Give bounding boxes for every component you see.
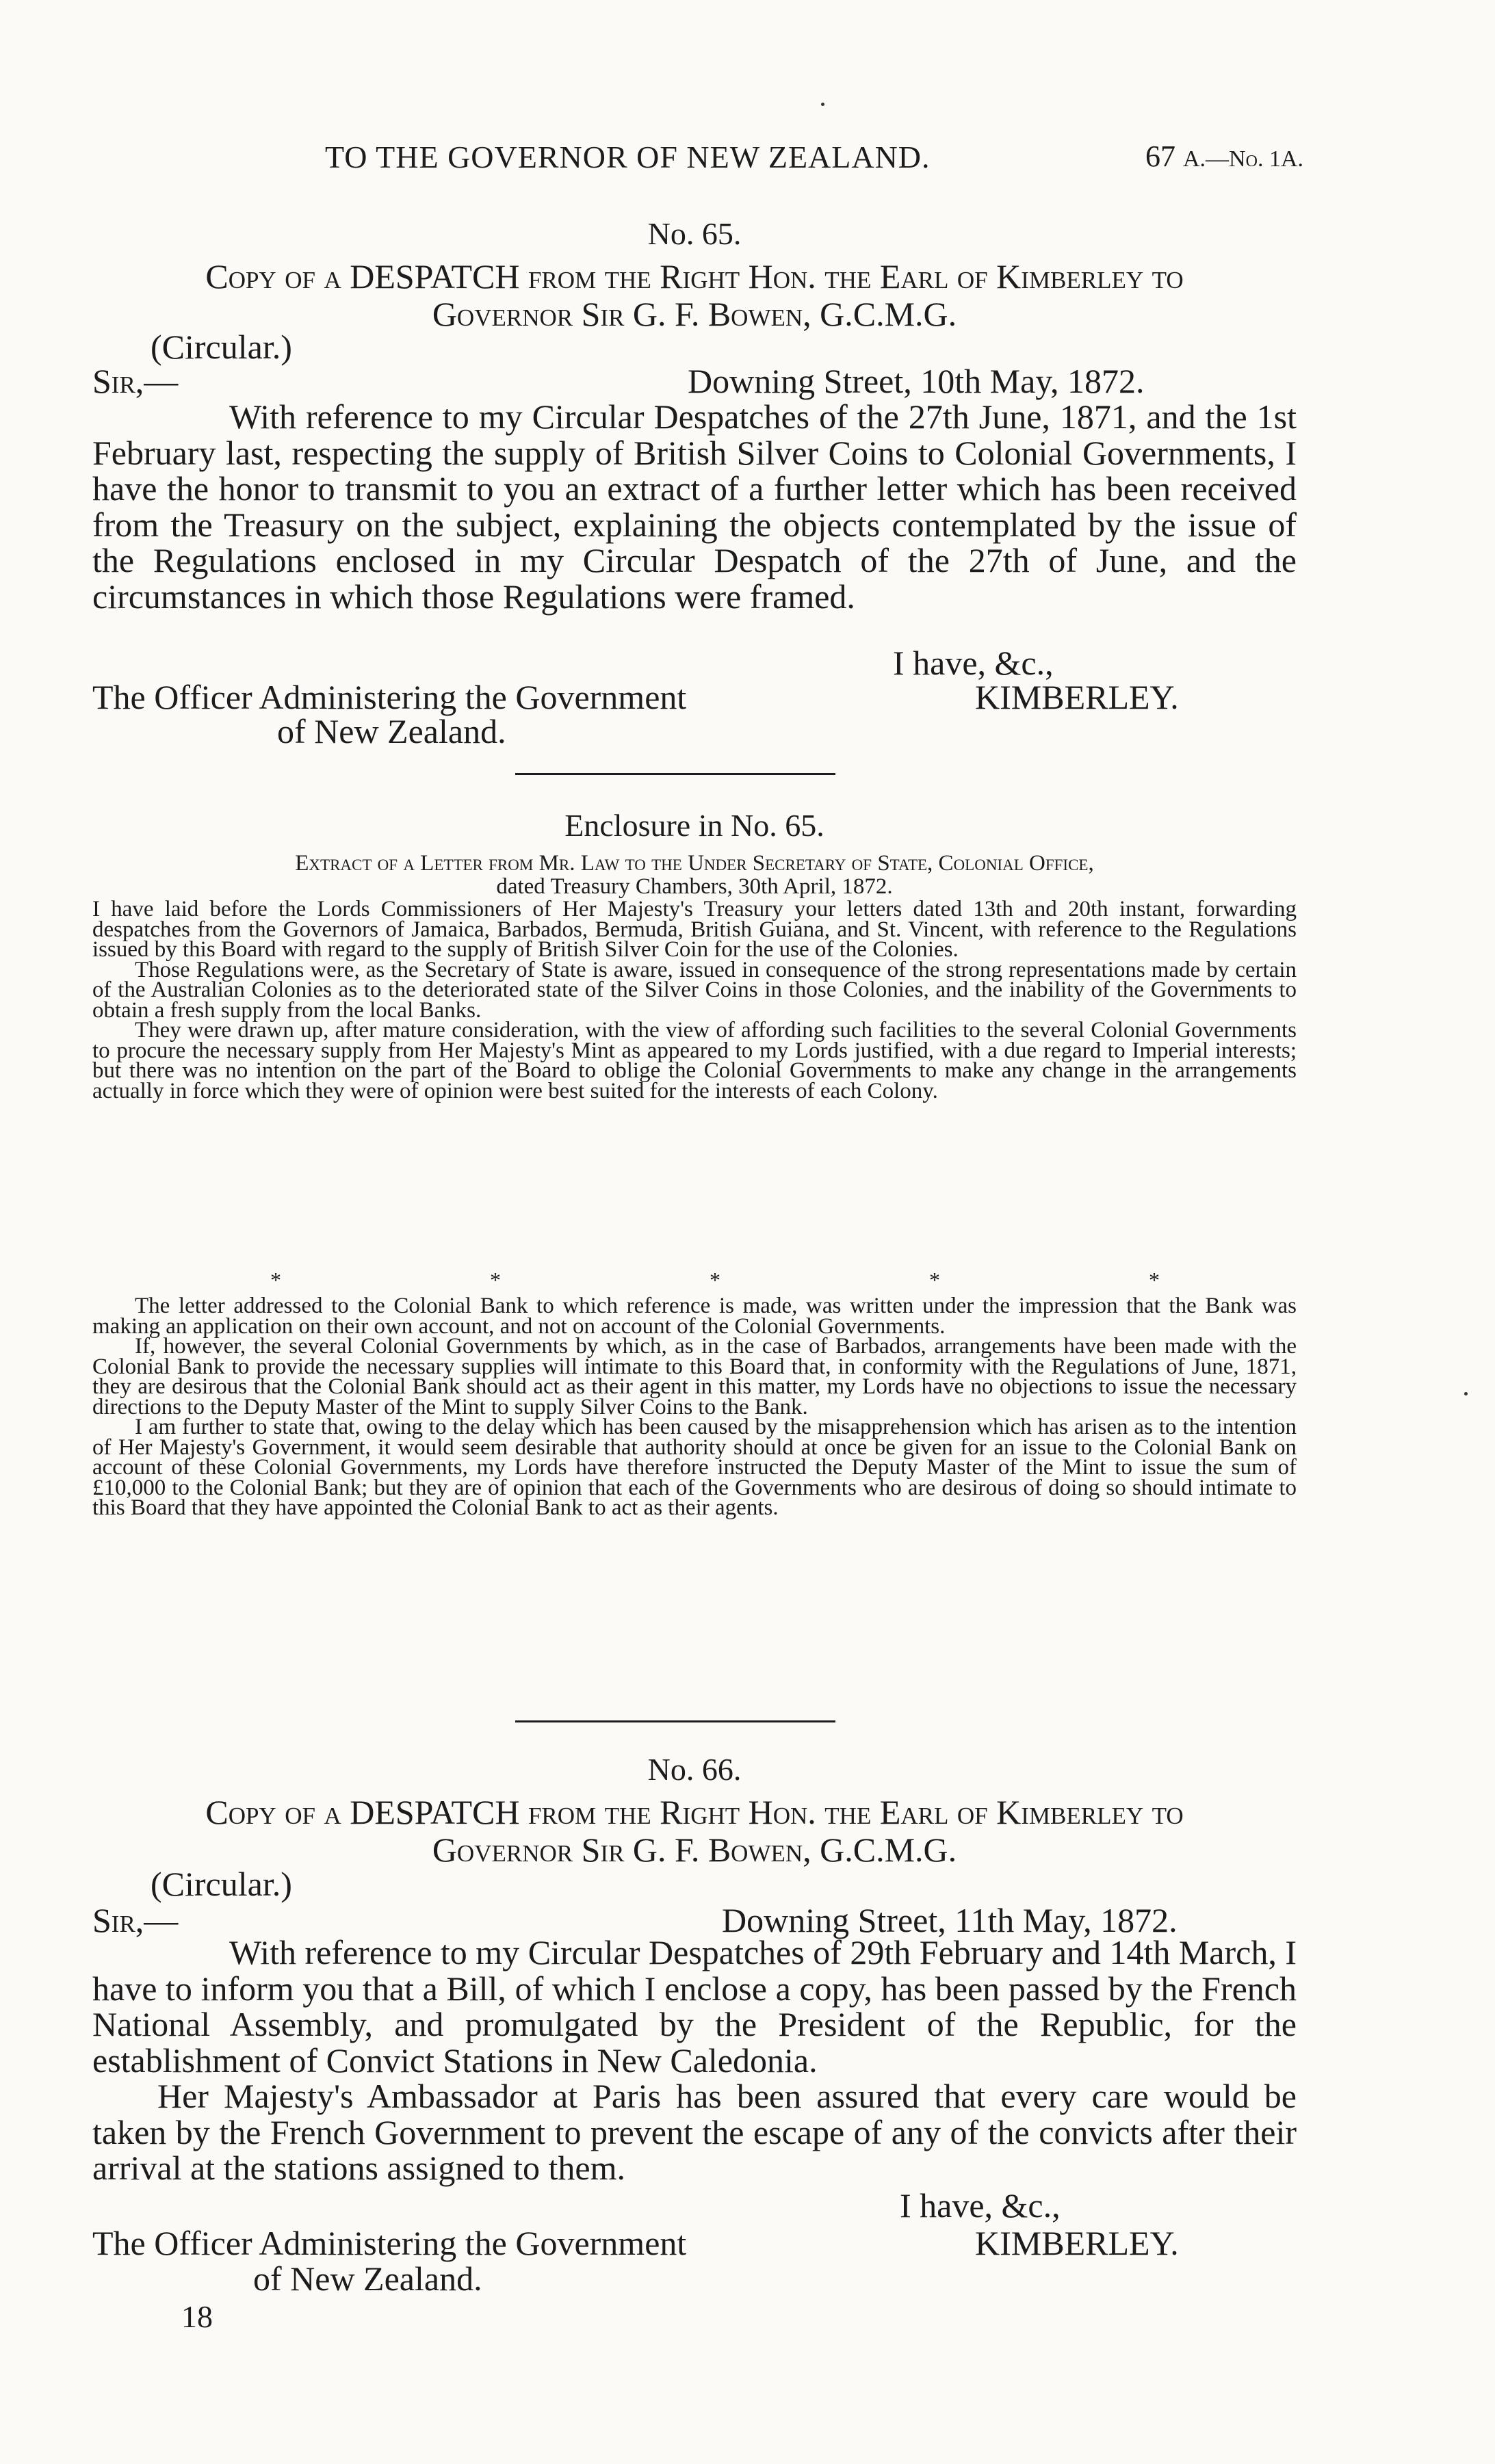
despatch-66-place-date: Downing Street, 11th May, 1872. — [722, 1901, 1178, 1939]
despatch-65-number: No. 65. — [647, 216, 742, 251]
despatch-66-heading-governor: Governor Sir G. F. Bowen, G.C.M.G. — [432, 1831, 957, 1869]
enclosure-paragraph-6: I am further to state that, owing to the delay which has been caused by the misapprehension which has arisen as to the intention of Her Majesty's Government, it would seem desirable that authority should at once be given for an issue to the Colonial Bank on account of these Colonial Governments, my Lords have therefore instructed the Deputy Master of the Mint to issue the sum of £10,000 to the Colonial Bank; but they are of opinion that each of the Governments who are desirous of doing so should intimate to this Board that they have appointed the Colonial Bank to act as their agents. — [92, 1415, 1297, 1520]
document-page — [92, 0, 1303, 2464]
despatch-66-body-1 — [92, 1935, 1297, 2078]
enclosure-title: Enclosure in No. 65. — [564, 808, 824, 843]
despatch-65-body-text: With reference to my Circular Despatches of the 27th June, 1871, and the 1st February last, respecting the supply of British Silver Coins to Colonial Governments, I have the honor to transmit to you an extract of a further letter which has been received from the Treasury on the subject, explaining the objects contemplated by the issue of the Regulations enclosed in my Circular Despatch of the 27th of June, and the circumstances in which those Regulations were framed. — [92, 397, 1297, 616]
despatch-65-heading-text: Copy of a DESPATCH from the Right Hon. the Earl of Kimberley to — [205, 257, 1184, 296]
despatch-66-signature: KIMBERLEY. — [975, 2224, 1179, 2262]
despatch-65-heading-line-1 — [92, 257, 1297, 296]
star-mark: * — [490, 1268, 501, 1292]
star-mark: * — [270, 1268, 281, 1292]
despatch-65-addressee-line-1: The Officer Administering the Government — [92, 678, 687, 716]
despatch-65-signature: KIMBERLEY. — [975, 678, 1179, 716]
despatch-66-heading-text: Copy of a DESPATCH from the Right Hon. the Earl of Kimberley to — [205, 1793, 1184, 1831]
despatch-66-circular: (Circular.) — [151, 1865, 292, 1903]
enclosure-caption-line-1: Extract of a Letter from Mr. Law to the Under Secretary of State, Colonial Office, — [295, 851, 1094, 876]
enclosure-paragraph-5: If, however, the several Colonial Governments by which, as in the case of Barbados, arrangements have been made with the Colonial Bank to provide the necessary supplies will intimate to this Board that, in conformity with the Regulations of June, 1871, they are desirous that the Colonial Bank should act as their agent in this matter, my Lords have no objections to issue the necessary directions to the Deputy Master of the Mint to supply Silver Coins to the Bank. — [92, 1334, 1297, 1419]
enclosure-paragraph-1: I have laid before the Lords Commissioners of Her Majesty's Treasury your letters dated 13th and 20th instant, forwarding despatches from the Governors of Jamaica, Barbados, Bermuda, British Guiana, and St. Vincent, with reference to the Regulations issued by this Board with regard to the supply of British Silver Coin for the use of the Colonies. — [92, 897, 1297, 962]
despatch-66-body-2 — [92, 2078, 1297, 2186]
star-mark: * — [710, 1268, 720, 1292]
despatch-66-salutation: Sir,— — [92, 1901, 179, 1939]
enclosure-paragraph-3: They were drawn up, after mature consideration, with the view of affording such facilities to the several Colonial Governments to procure the necessary supply from Her Majesty's Mint as appeared to my Lords justified, with a due regard to Imperial interests; but there was no intention on the part of the Board to oblige the Colonial Governments to make any change in the arrangements actually in force which they were of opinion were best suited for the interests of each Colony. — [92, 1018, 1297, 1103]
despatch-66-heading-line-1 — [92, 1792, 1297, 1832]
despatch-65-salutation: Sir,— — [92, 362, 179, 400]
despatch-66-addressee-line-1: The Officer Administering the Government — [92, 2224, 687, 2262]
enclosure-caption-line-2: dated Treasury Chambers, 30th April, 1872. — [496, 874, 893, 899]
star-mark: * — [929, 1268, 940, 1292]
ellipsis-stars — [270, 1268, 1160, 1293]
running-head-title: TO THE GOVERNOR OF NEW ZEALAND. — [325, 140, 931, 174]
ink-speck — [1464, 1392, 1468, 1395]
despatch-66-addressee-line-2: of New Zealand. — [253, 2259, 482, 2298]
despatch-66-body-text-1: With reference to my Circular Despatches of 29th February and 14th March, I have to inform you that a Bill, of which I enclose a copy, has been passed by the French National Assembly, and promulgated by the President of the Republic, for the establishment of Convict Stations in New Caledonia. — [92, 1933, 1297, 2080]
section-divider — [515, 773, 835, 775]
ink-speck — [821, 103, 824, 106]
paper-reference: A.—No. 1A. — [1183, 146, 1303, 172]
star-mark: * — [1149, 1268, 1160, 1292]
enclosure-paragraph-2: Those Regulations were, as the Secretary of State is aware, issued in consequence of the strong representations made by certain of the Australian Colonies as to the deteriorated state of the Silver Coins in those Colonies, and the inability of the Governments to obtain a fresh supply from the local Banks. — [92, 957, 1297, 1023]
despatch-65-circular: (Circular.) — [151, 328, 292, 366]
enclosure-body-part-2 — [92, 1296, 1297, 1519]
despatch-65-body — [92, 399, 1297, 614]
running-head-ref — [1145, 139, 1303, 174]
despatch-65-closing: I have, &c., — [893, 644, 1054, 682]
despatch-65-addressee-line-2: of New Zealand. — [277, 712, 506, 750]
page-number: 67 — [1145, 140, 1175, 173]
enclosure-paragraph-4: The letter addressed to the Colonial Bank to which reference is made, was written under the impression that the Bank was making an application on their own account, and not on account of the Colonial Governments. — [92, 1294, 1297, 1339]
despatch-65-place-date: Downing Street, 10th May, 1872. — [688, 362, 1145, 400]
enclosure-body-part-1 — [92, 897, 1297, 1103]
despatch-66-closing: I have, &c., — [900, 2186, 1061, 2225]
despatch-66-body-text-2: Her Majesty's Ambassador at Paris has been assured that every care would be taken by the French Government to prevent the escape of any of the convicts after their arrival at the stations assigned to them. — [92, 2077, 1297, 2187]
signature-mark: 18 — [181, 2299, 213, 2334]
section-divider — [515, 1720, 835, 1722]
despatch-66-number: No. 66. — [647, 1752, 742, 1787]
enclosure-caption — [92, 852, 1297, 898]
despatch-65-heading-governor: Governor Sir G. F. Bowen, G.C.M.G. — [432, 295, 957, 333]
